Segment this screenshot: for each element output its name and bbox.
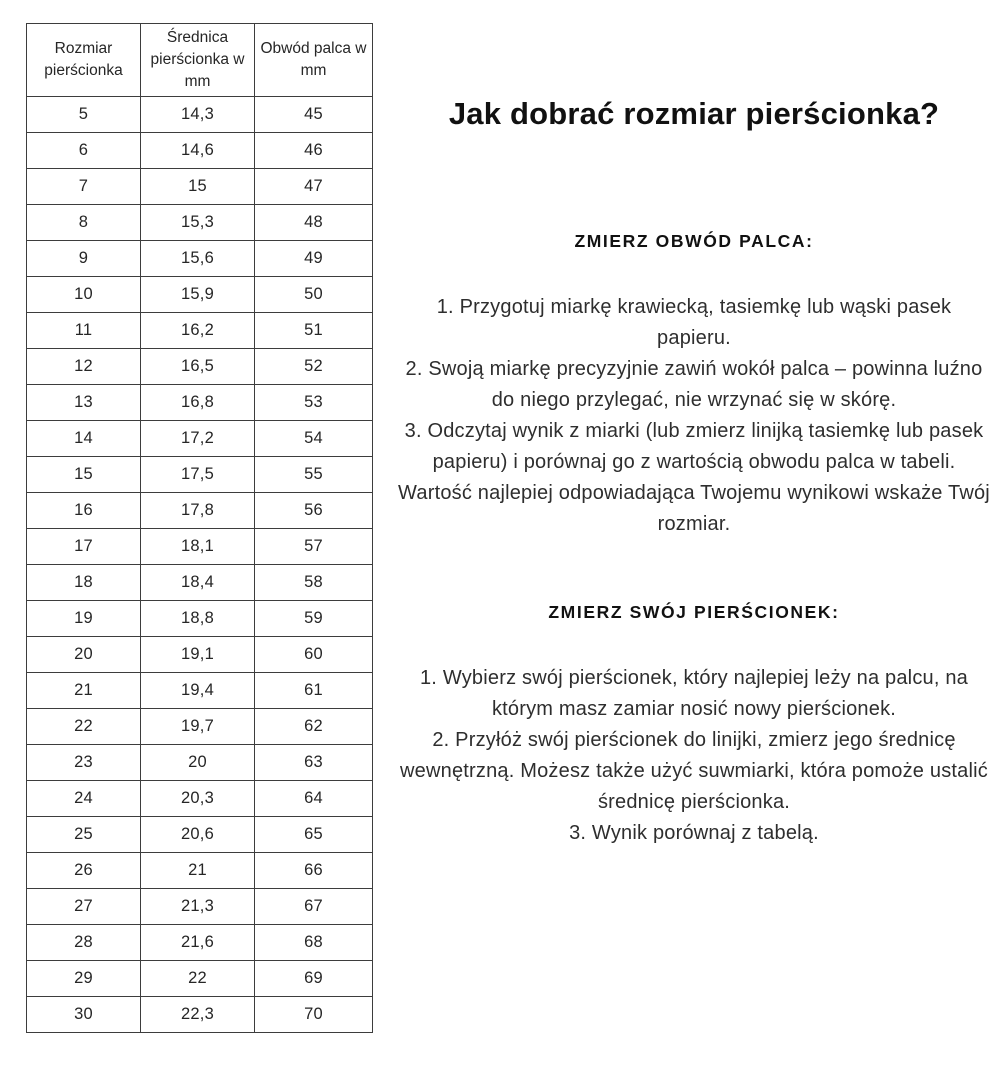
header-ring-size: Rozmiar pierścionka — [27, 24, 141, 97]
circumference-cell: 61 — [255, 673, 373, 709]
diameter-cell: 20,6 — [141, 817, 255, 853]
circumference-cell: 58 — [255, 565, 373, 601]
circumference-cell: 66 — [255, 853, 373, 889]
circumference-cell: 45 — [255, 97, 373, 133]
circumference-cell: 52 — [255, 349, 373, 385]
diameter-cell: 21,3 — [141, 889, 255, 925]
table-row — [27, 745, 373, 781]
diameter-cell: 19,7 — [141, 709, 255, 745]
diameter-cell: 16,2 — [141, 313, 255, 349]
circumference-cell: 70 — [255, 997, 373, 1033]
table-row — [27, 205, 373, 241]
size-cell: 28 — [27, 925, 141, 961]
size-cell: 26 — [27, 853, 141, 889]
size-cell: 6 — [27, 133, 141, 169]
size-cell: 24 — [27, 781, 141, 817]
header-ring-diameter: Średnica pierścionka w mm — [141, 24, 255, 97]
size-cell: 20 — [27, 637, 141, 673]
table-row — [27, 997, 373, 1033]
circumference-cell: 64 — [255, 781, 373, 817]
diameter-cell: 16,8 — [141, 385, 255, 421]
diameter-cell: 22 — [141, 961, 255, 997]
circumference-cell: 51 — [255, 313, 373, 349]
circumference-cell: 68 — [255, 925, 373, 961]
sizing-guide — [398, 96, 990, 849]
circumference-cell: 56 — [255, 493, 373, 529]
circumference-cell: 50 — [255, 277, 373, 313]
size-cell: 9 — [27, 241, 141, 277]
instruction-item: 2. Przyłóż swój pierścionek do linijki, zmierz jego średnicę wewnętrzną. Możesz także użyć suwmiarki, która pomoże ustalić średnicę pierścionka. — [400, 729, 988, 813]
diameter-cell: 15,6 — [141, 241, 255, 277]
size-cell: 21 — [27, 673, 141, 709]
table-row — [27, 313, 373, 349]
ring-size-table — [26, 23, 373, 1033]
section-heading-measure-ring: ZMIERZ SWÓJ PIERŚCIONEK: — [548, 602, 840, 622]
size-cell: 18 — [27, 565, 141, 601]
size-cell: 30 — [27, 997, 141, 1033]
circumference-cell: 65 — [255, 817, 373, 853]
table-row — [27, 97, 373, 133]
table-row — [27, 529, 373, 565]
instruction-item: 3. Odczytaj wynik z miarki (lub zmierz linijką tasiemkę lub pasek papieru) i porównaj go z wartością obwodu palca w tabeli. Wartość najlepiej odpowiadająca Twojemu wynikowi wskaże Twój rozmiar. — [398, 420, 990, 535]
table-row — [27, 421, 373, 457]
diameter-cell: 14,3 — [141, 97, 255, 133]
diameter-cell: 18,4 — [141, 565, 255, 601]
size-cell: 17 — [27, 529, 141, 565]
size-cell: 19 — [27, 601, 141, 637]
diameter-cell: 18,1 — [141, 529, 255, 565]
size-cell: 27 — [27, 889, 141, 925]
diameter-cell: 17,5 — [141, 457, 255, 493]
size-table-body — [27, 97, 373, 1033]
instruction-item: 1. Przygotuj miarkę krawiecką, tasiemkę lub wąski pasek papieru. — [436, 296, 952, 349]
header-finger-circumference: Obwód palca w mm — [255, 24, 373, 97]
table-row — [27, 817, 373, 853]
circumference-cell: 63 — [255, 745, 373, 781]
size-cell: 5 — [27, 97, 141, 133]
size-cell: 16 — [27, 493, 141, 529]
size-cell: 15 — [27, 457, 141, 493]
table-row — [27, 601, 373, 637]
size-cell: 23 — [27, 745, 141, 781]
circumference-cell: 69 — [255, 961, 373, 997]
circumference-cell: 49 — [255, 241, 373, 277]
circumference-cell: 46 — [255, 133, 373, 169]
size-cell: 10 — [27, 277, 141, 313]
table-row — [27, 241, 373, 277]
size-cell: 14 — [27, 421, 141, 457]
circumference-cell: 47 — [255, 169, 373, 205]
table-header-row — [27, 24, 373, 97]
size-cell: 25 — [27, 817, 141, 853]
table-row — [27, 925, 373, 961]
size-cell: 8 — [27, 205, 141, 241]
instruction-item: 2. Swoją miarkę precyzyjnie zawiń wokół palca – powinna luźno do niego przylegać, nie wrzynać się w skórę. — [405, 358, 983, 411]
diameter-cell: 22,3 — [141, 997, 255, 1033]
circumference-cell: 57 — [255, 529, 373, 565]
diameter-cell: 14,6 — [141, 133, 255, 169]
instruction-item: 1. Wybierz swój pierścionek, który najlepiej leży na palcu, na którym masz zamiar nosić nowy pierścionek. — [419, 667, 969, 720]
diameter-cell: 19,4 — [141, 673, 255, 709]
instruction-item: 3. Wynik porównaj z tabelą. — [569, 822, 819, 844]
circumference-cell: 62 — [255, 709, 373, 745]
table-row — [27, 709, 373, 745]
diameter-cell: 20 — [141, 745, 255, 781]
table-row — [27, 889, 373, 925]
size-cell: 7 — [27, 169, 141, 205]
circumference-cell: 55 — [255, 457, 373, 493]
size-cell: 12 — [27, 349, 141, 385]
circumference-cell: 59 — [255, 601, 373, 637]
table-row — [27, 385, 373, 421]
table-row — [27, 637, 373, 673]
diameter-cell: 20,3 — [141, 781, 255, 817]
table-row — [27, 457, 373, 493]
diameter-cell: 15,9 — [141, 277, 255, 313]
circumference-cell: 54 — [255, 421, 373, 457]
table-row — [27, 493, 373, 529]
size-cell: 13 — [27, 385, 141, 421]
table-row — [27, 169, 373, 205]
size-cell: 11 — [27, 313, 141, 349]
instructions-measure-finger — [398, 292, 990, 540]
diameter-cell: 17,8 — [141, 493, 255, 529]
table-header — [27, 24, 373, 97]
diameter-cell: 15,3 — [141, 205, 255, 241]
table-row — [27, 673, 373, 709]
table-row — [27, 961, 373, 997]
diameter-cell: 15 — [141, 169, 255, 205]
diameter-cell: 16,5 — [141, 349, 255, 385]
diameter-cell: 18,8 — [141, 601, 255, 637]
table-row — [27, 565, 373, 601]
size-cell: 29 — [27, 961, 141, 997]
circumference-cell: 48 — [255, 205, 373, 241]
diameter-cell: 19,1 — [141, 637, 255, 673]
circumference-cell: 67 — [255, 889, 373, 925]
table-row — [27, 853, 373, 889]
diameter-cell: 21 — [141, 853, 255, 889]
page-title: Jak dobrać rozmiar pierścionka? — [448, 96, 940, 131]
table-row — [27, 781, 373, 817]
instructions-measure-ring — [398, 663, 990, 849]
circumference-cell: 53 — [255, 385, 373, 421]
table-row — [27, 133, 373, 169]
table-row — [27, 277, 373, 313]
table-row — [27, 349, 373, 385]
diameter-cell: 17,2 — [141, 421, 255, 457]
size-cell: 22 — [27, 709, 141, 745]
diameter-cell: 21,6 — [141, 925, 255, 961]
section-heading-measure-finger: ZMIERZ OBWÓD PALCA: — [574, 231, 814, 251]
circumference-cell: 60 — [255, 637, 373, 673]
